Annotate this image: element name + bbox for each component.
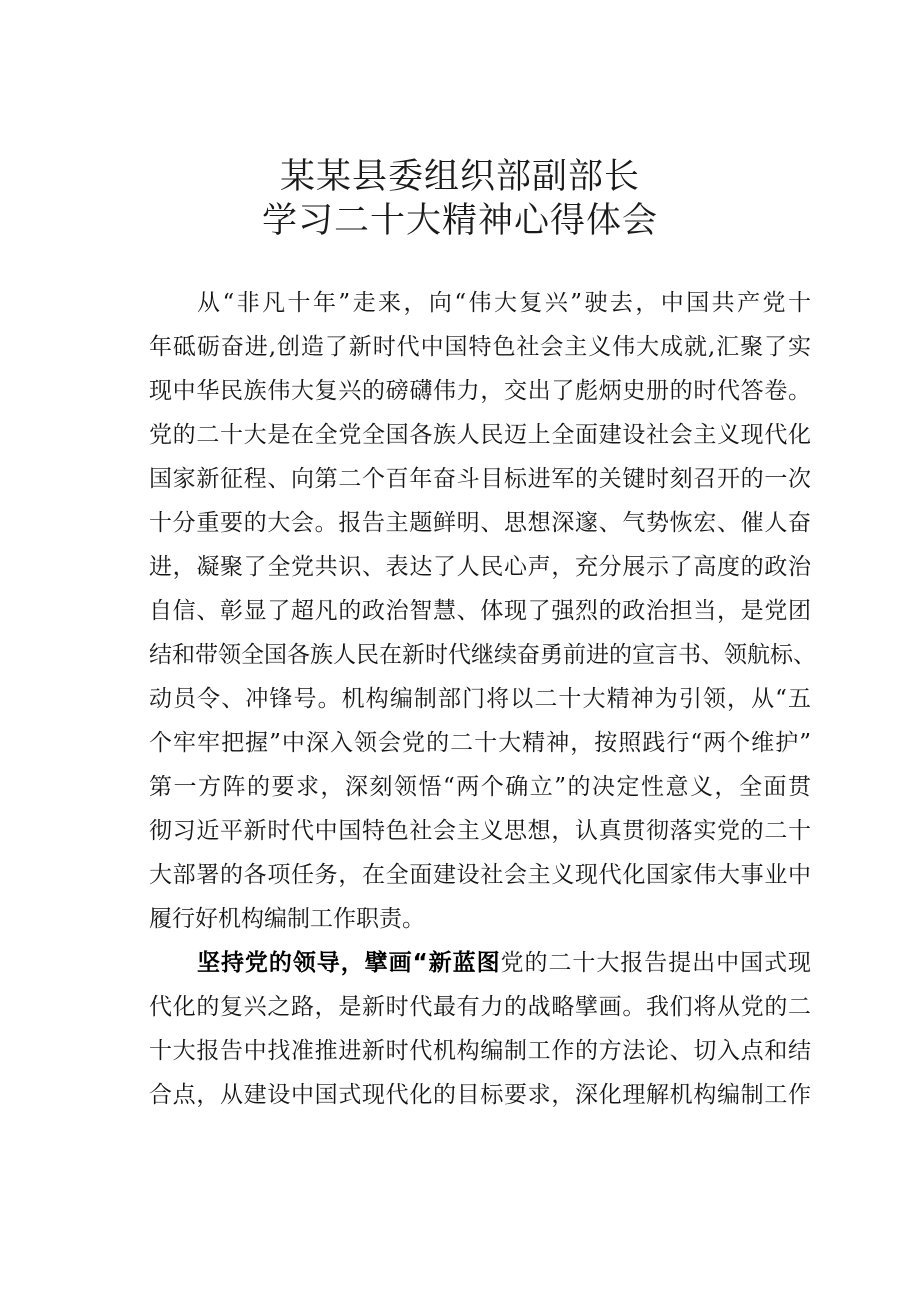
paragraph-1-line: 年砥砺奋进,创造了新时代中国特色社会主义伟大成就,汇聚了实 xyxy=(149,334,811,360)
paragraph-1-line: 进，凝聚了全党共识、表达了人民心声，充分展示了高度的政治 xyxy=(149,554,811,580)
paragraph-1-line: 从“非凡十年”走来，向“伟大复兴”驶去，中国共产党十 xyxy=(197,290,811,316)
paragraph-1-line: 自信、彰显了超凡的政治智慧、体现了强烈的政治担当，是党团 xyxy=(149,598,811,624)
paragraph-1-line: 国家新征程、向第二个百年奋斗目标进军的关键时刻召开的一次 xyxy=(149,466,811,492)
paragraph-1-line: 个牢牢把握”中深入领会党的二十大精神，按照践行“两个维护” xyxy=(149,730,811,756)
paragraph-1-line: 党的二十大是在全党全国各族人民迈上全面建设社会主义现代化 xyxy=(149,422,811,448)
paragraph-1-line: 彻习近平新时代中国特色社会主义思想，认真贯彻落实党的二十 xyxy=(149,818,811,844)
paragraph-2-first-line-text: 党的二十大报告提出中国式现 xyxy=(500,950,811,976)
document-title-line-2: 学习二十大精神心得体会 xyxy=(261,201,658,241)
paragraph-1-line: 现中华民族伟大复兴的磅礴伟力，交出了彪炳史册的时代答卷。 xyxy=(149,378,811,404)
paragraph-2-heading: 坚持党的领导，擘画“新蓝图 xyxy=(197,950,501,976)
document-title-line-1: 某某县委组织部副部长 xyxy=(279,157,640,197)
paragraph-1-line: 动员令、冲锋号。机构编制部门将以二十大精神为引领，从“五 xyxy=(149,686,811,712)
paragraph-2-line: 合点，从建设中国式现代化的目标要求，深化理解机构编制工作 xyxy=(149,1082,811,1108)
paragraph-1-line: 履行好机构编制工作职责。 xyxy=(149,906,425,932)
paragraph-1-line: 结和带领全国各族人民在新时代继续奋勇前进的宣言书、领航标、 xyxy=(149,642,816,668)
paragraph-1-line: 第一方阵的要求，深刻领悟“两个确立”的决定性意义，全面贯 xyxy=(149,774,811,800)
paragraph-1-line: 十分重要的大会。报告主题鲜明、思想深邃、气势恢宏、催人奋 xyxy=(149,510,811,536)
paragraph-2-first-line xyxy=(197,948,811,978)
paragraph-1-line: 大部署的各项任务，在全面建设社会主义现代化国家伟大事业中 xyxy=(149,862,811,888)
paragraph-2-line: 代化的复兴之路，是新时代最有力的战略擘画。我们将从党的二 xyxy=(149,994,811,1020)
paragraph-2-line: 十大报告中找准推进新时代机构编制工作的方法论、切入点和结 xyxy=(149,1038,811,1064)
